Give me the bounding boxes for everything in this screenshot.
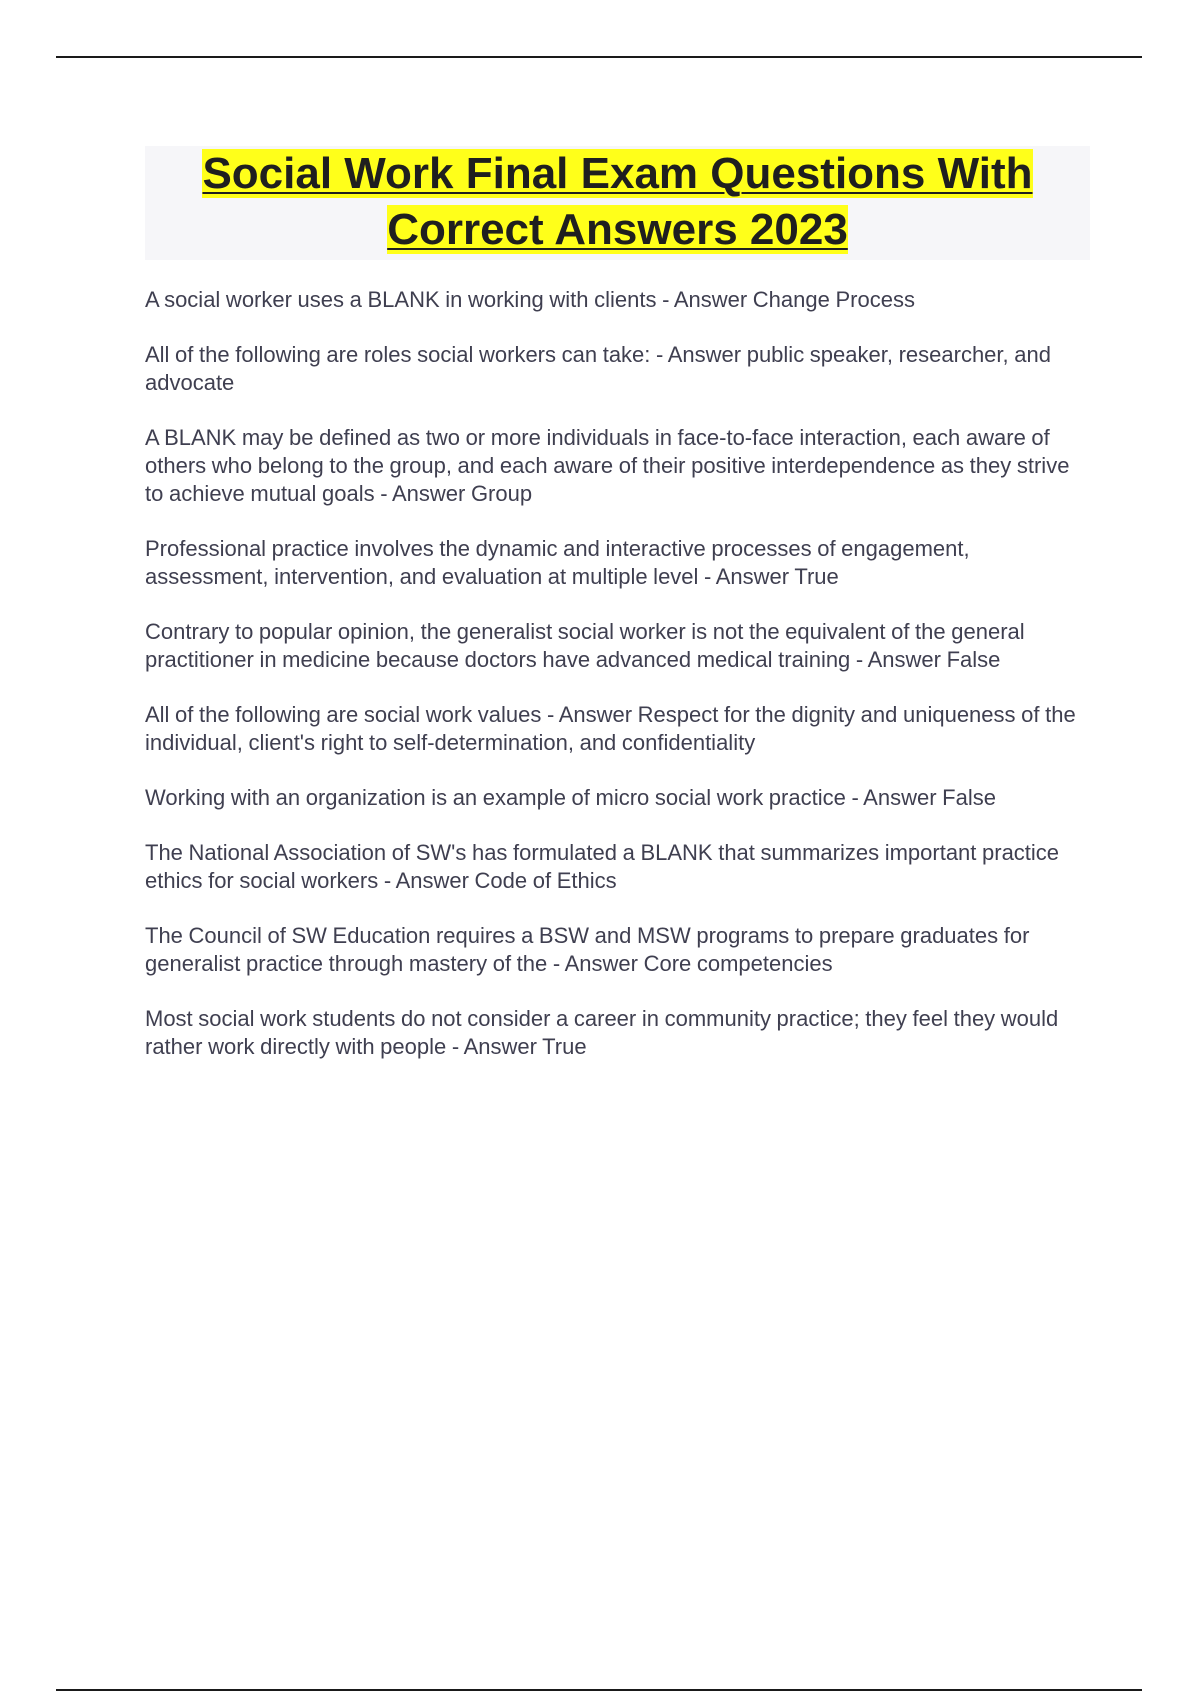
question-item-8: The National Association of SW's has formulated a BLANK that summarizes important practice ethics for social workers - Answer Code of Ethics: [145, 840, 1060, 893]
question-item-3: A BLANK may be defined as two or more individuals in face-to-face interaction, each aware of others who belong to the group, and each aware of their positive interdependence as they strive to achieve mutual goals - Answer Group: [145, 425, 1070, 506]
question-item-5: Contrary to popular opinion, the generalist social worker is not the equivalent of the general practitioner in medicine because doctors have advanced medical training - Answer False: [145, 619, 1025, 672]
question-item-7: Working with an organization is an example of micro social work practice - Answer False: [145, 785, 996, 810]
question-item-6: All of the following are social work values - Answer Respect for the dignity and uniqueness of the individual, client's right to self-determination, and confidentiality: [145, 702, 1076, 755]
question-item-2: All of the following are roles social workers can take: - Answer public speaker, researcher, and advocate: [145, 342, 1051, 395]
document-page: [145, 146, 1090, 1088]
bottom-divider: [56, 1689, 1142, 1691]
question-item-10: Most social work students do not consider a career in community practice; they feel they would rather work directly with people - Answer True: [145, 1006, 1059, 1059]
question-list: [145, 286, 1090, 1061]
top-divider: [56, 56, 1142, 58]
question-item-4: Professional practice involves the dynamic and interactive processes of engagement, assessment, intervention, and evaluation at multiple level - Answer True: [145, 536, 970, 589]
document-title: Social Work Final Exam Questions With Correct Answers 2023: [202, 149, 1033, 254]
question-item-1: A social worker uses a BLANK in working with clients - Answer Change Process: [145, 287, 915, 312]
title-block: [145, 146, 1090, 260]
question-item-9: The Council of SW Education requires a BSW and MSW programs to prepare graduates for generalist practice through mastery of the - Answer Core competencies: [145, 923, 1030, 976]
